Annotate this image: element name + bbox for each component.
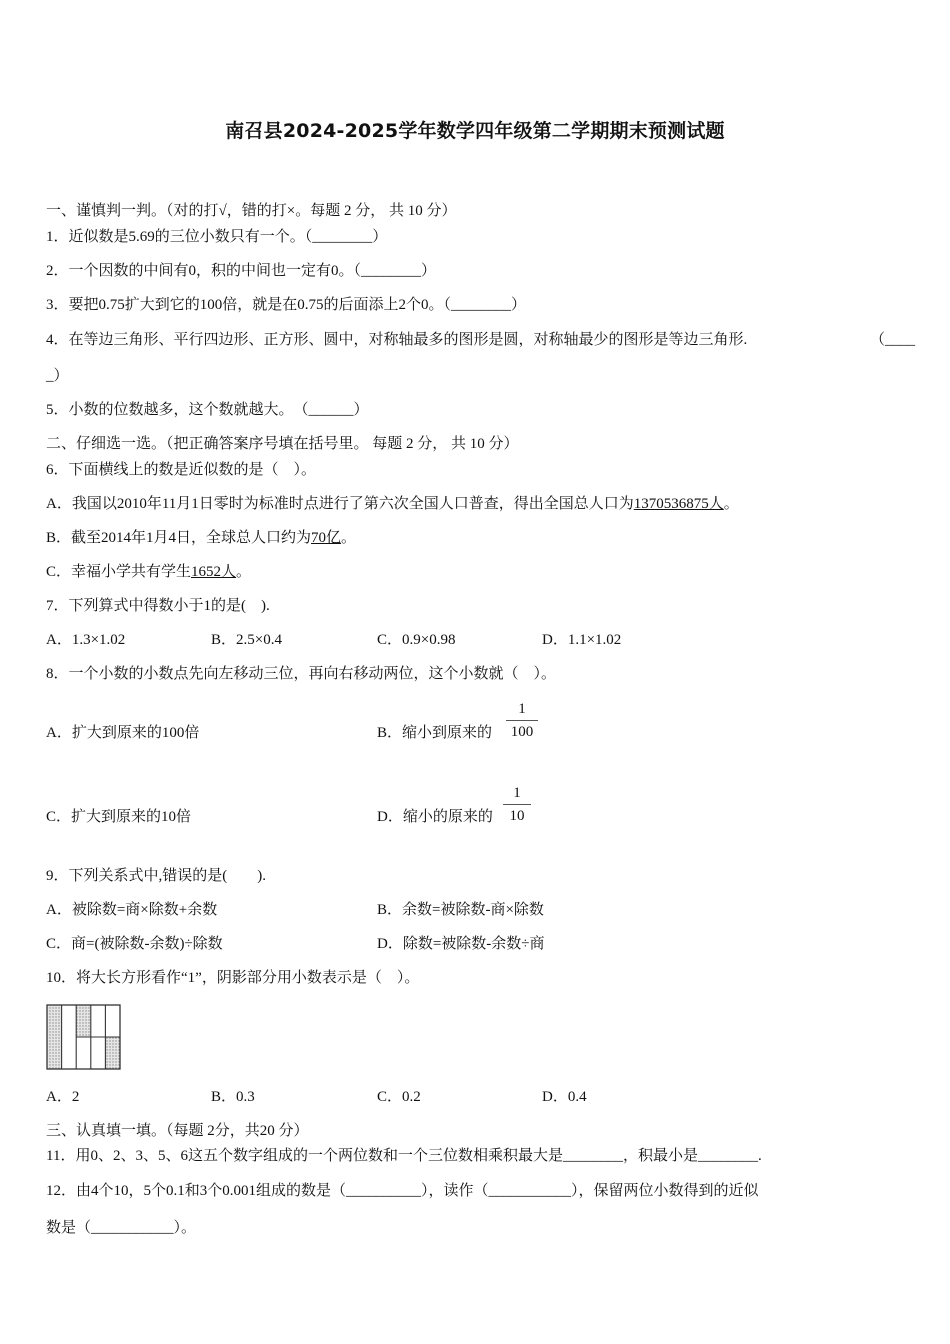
q8-b-numerator: 1 [506,700,538,721]
shaded-cell [105,1037,120,1069]
q6-a-text: A．我国以2010年11月1日零时为标准时点进行了第六次全国人口普查，得出全国总人口为 [46,496,634,512]
question-12-line-1: 12．由4个10，5个0.1和3个0.001组成的数是（__________），读作（___________），保留两位小数得到的近似 [46,1183,759,1199]
question-8-option-a: A．扩大到原来的100倍 [46,725,200,741]
q8-d-numerator: 1 [503,784,531,805]
question-4-blank-end: _） [46,368,69,384]
question-5: 5．小数的位数越多，这个数就越大。 （______） [46,402,369,418]
section-2-heading: 二、仔细选一选。（把正确答案序号填在括号里。 每题 2 分， 共 10 分） [46,436,519,452]
question-7-stem: 7．下列算式中得数小于1的是( ). [46,598,270,614]
question-12-line-2: 数是（___________）。 [46,1220,197,1236]
question-6-option-a [46,494,739,514]
q6-c-underlined: 1652人 [191,564,237,580]
question-11: 11．用0、2、3、5、6这五个数字组成的一个两位数和一个三位数相乘积最大是________，积最小是________. [46,1148,762,1164]
question-8-stem: 8．一个小数的小数点先向左移动三位，再向右移动两位，这个小数就（ ）。 [46,666,557,682]
q6-c-text: C．幸福小学共有学生 [46,564,192,580]
shaded-cell [47,1005,62,1069]
page-title: 南召县2024-2025学年数学四年级第二学期期末预测试题 [225,120,725,142]
question-10-option-c: C．0.2 [377,1089,421,1105]
question-9-option-b: B．余数=被除数-商×除数 [377,902,544,918]
question-7-option-d: D．1.1×1.02 [542,632,622,648]
question-8-option-d: D．缩小的原来的 [377,809,493,825]
q6-a-end: 。 [723,496,739,512]
question-3: 3．要把0.75扩大到它的100倍，就是在0.75的后面添上2个0。（________） [46,297,527,313]
question-10-stem: 10．将大长方形看作“1”，阴影部分用小数表示是（ ）。 [46,970,420,986]
question-7-option-c: C．0.9×0.98 [377,632,456,648]
question-7-option-b: B．2.5×0.4 [211,632,282,648]
question-9-option-c: C．商=(被除数-余数)÷除数 [46,936,223,952]
question-7-option-a: A．1.3×1.02 [46,632,126,648]
shaded-cell [76,1005,91,1037]
question-4-blank-start: （____ [870,332,916,348]
question-6-option-b [46,528,356,548]
question-8-option-b: B．缩小到原来的 [377,725,493,741]
question-10-option-b: B．0.3 [211,1089,255,1105]
question-6-option-c [46,562,251,582]
question-10-option-d: D．0.4 [542,1089,587,1105]
section-1-heading: 一、谨慎判一判。（对的打√，错的打×。每题 2 分， 共 10 分） [46,203,457,219]
question-6-stem: 6．下面横线上的数是近似数的是（ ）。 [46,462,317,478]
q6-c-end: 。 [236,564,252,580]
q6-b-underlined: 70亿 [311,530,342,546]
q8-d-denominator: 10 [509,808,525,824]
q8-b-fraction [506,700,538,741]
q6-a-underlined: 1370536875人 [633,496,724,512]
q6-b-text: B．截至2014年1月4日，全球总人口约为 [46,530,312,546]
question-8-option-c: C．扩大到原来的10倍 [46,809,192,825]
question-2: 2．一个因数的中间有0，积的中间也一定有0。（________） [46,263,437,279]
question-9-option-d: D．除数=被除数-余数÷商 [377,936,545,952]
question-9-stem: 9．下列关系式中,错误的是( ). [46,868,266,884]
rectangle-figure [46,1004,122,1070]
question-1: 1．近似数是5.69的三位小数只有一个。（________） [46,229,388,245]
question-9-option-a: A．被除数=商×除数+余数 [46,902,218,918]
section-3-heading: 三、认真填一填。（每题 2分，共20 分） [46,1123,309,1139]
q8-b-denominator: 100 [510,724,534,740]
q6-b-end: 。 [341,530,357,546]
question-10-option-a: A．2 [46,1089,80,1105]
question-4: 4．在等边三角形、平行四边形、正方形、圆中，对称轴最多的图形是圆，对称轴最少的图形是等边三角形. [46,332,748,348]
q8-d-fraction [503,784,531,825]
